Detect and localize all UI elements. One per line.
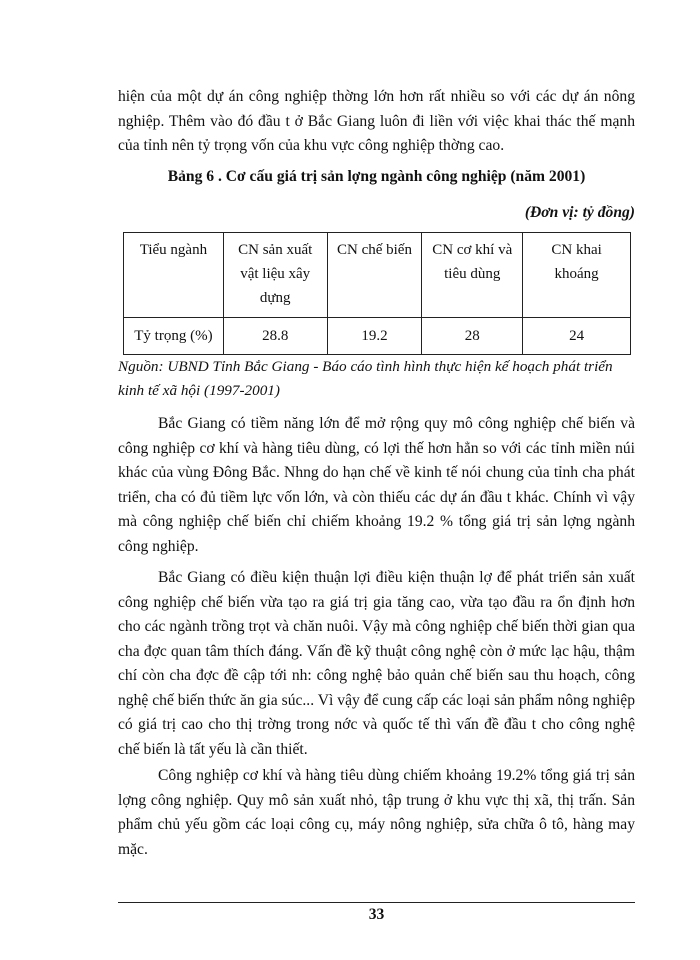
table-header-row	[124, 233, 631, 318]
footer-divider	[118, 902, 635, 903]
paragraph-intro: hiện của một dự án công nghiệp thờng lớn hơn rất nhiều so với các dự án nông nghiệp. Thêm vào đó đầu t ở Bắc Giang luôn đi liền với việc khai thác thế mạnh của tỉnh nên tỷ trọng vốn của khu vực công nghiệp thờng cao.	[118, 88, 635, 154]
header-cell: Tiểu ngành	[124, 233, 224, 318]
value-cell: 28.8	[223, 318, 327, 355]
structure-table	[123, 232, 631, 355]
table-row	[124, 318, 631, 355]
row-label: Tỷ trọng (%)	[124, 318, 224, 355]
header-cell: CN sản xuất vật liệu xây dựng	[223, 233, 327, 318]
paragraph-1: Bắc Giang có tiềm năng lớn để mở rộng quy mô công nghiệp chế biến và công nghiệp cơ khí và hàng tiêu dùng, có lợi thế hơn hẳn so với các tỉnh miền núi khác của vùng Đông Bắc. Nhng do hạn chế về kinh tế nói chung của tỉnh cha phát triển, cha có đủ tiềm lực vốn lớn, và còn thiếu các dự án đầu t khác. Chính vì vậy mà công nghiệp chế biến chỉ chiếm khoảng 19.2 % tổng giá trị sản lợng ngành công nghiệp.	[118, 415, 635, 555]
header-cell: CN chế biến	[327, 233, 422, 318]
value-cell: 24	[523, 318, 631, 355]
paragraph-3: Công nghiệp cơ khí và hàng tiêu dùng chiếm khoảng 19.2% tổng giá trị sản lợng công nghiệp. Quy mô sản xuất nhỏ, tập trung ở khu vực thị xã, thị trấn. Sản phẩm chủ yếu gồm các loại công cụ, máy nông nghiệp, sửa chữa ô tô, hàng may mặc.	[118, 767, 635, 858]
table-unit: (Đơn vị: tỷ đồng)	[524, 204, 635, 221]
table-title: Bảng 6 . Cơ cấu giá trị sản lợng ngành công nghiệp (năm 2001)	[167, 168, 586, 185]
value-cell: 19.2	[327, 318, 422, 355]
header-cell: CN cơ khí và tiêu dùng	[422, 233, 523, 318]
table-source-note: Nguồn: UBND Tỉnh Bắc Giang - Báo cáo tình hình thực hiện kế hoạch phát triển kinh tế xã hội (1997-2001)	[118, 358, 613, 399]
page-number: 33	[368, 906, 385, 923]
paragraph-2: Bắc Giang có điều kiện thuận lợi điều kiện thuận lợ để phát triển sản xuất công nghiệp chế biến vừa tạo ra giá trị gia tăng cao, vừa tạo đầu ra ổn định hơn cho các ngành trồng trọt và chăn nuôi. Vậy mà công nghiệp chế biến thời gian qua cha đợc quan tâm thích đáng. Vấn đề kỹ thuật công nghệ còn ở mức lạc hậu, thậm chí còn cha đợc đề cập tới nh: công nghệ bảo quản chế biến sau thu hoạch, công nghệ chế biến thức ăn gia súc... Vì vậy để cung cấp các loại sản phẩm nông nghiệp có giá trị cao cho thị trờng trong nớc và quốc tế thì vấn đề đầu t cho công nghệ chế biến là tất yếu là cần thiết.	[118, 569, 635, 758]
header-cell: CN khai khoáng	[523, 233, 631, 318]
value-cell: 28	[422, 318, 523, 355]
